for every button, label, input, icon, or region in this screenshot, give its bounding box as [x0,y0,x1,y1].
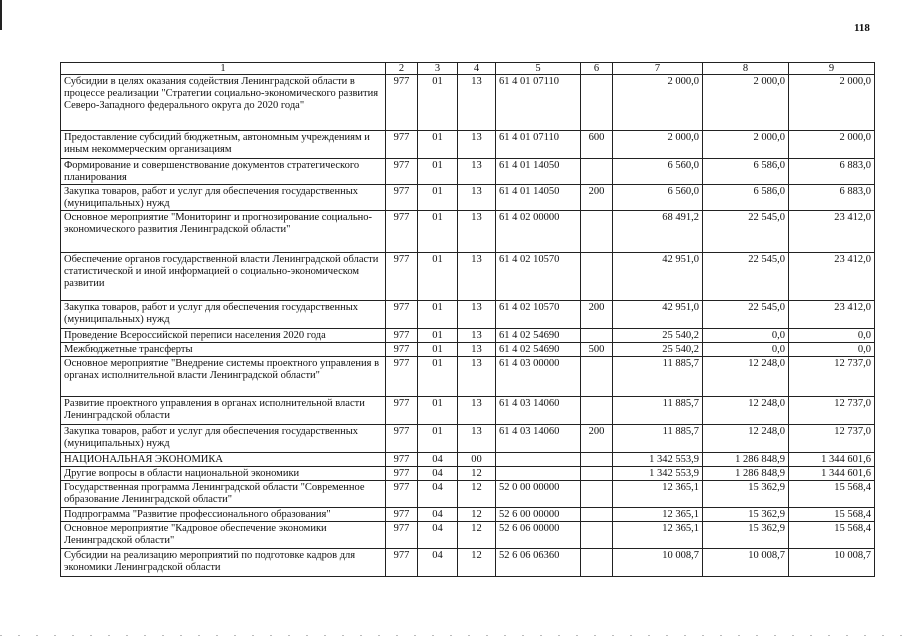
col-header-2: 2 [386,63,418,75]
row-csr-cell: 61 4 02 00000 [496,211,581,253]
row-sum-2020-cell: 11 885,7 [613,397,703,425]
table-row [61,131,875,159]
row-csr-cell: 61 4 01 14050 [496,159,581,185]
row-sum-2022-cell: 23 412,0 [789,301,875,329]
row-sum-2022-cell: 2 000,0 [789,131,875,159]
page-number: 118 [854,22,870,34]
table-row [61,185,875,211]
row-rz-cell: 01 [418,75,458,131]
row-sum-2022-cell: 6 883,0 [789,185,875,211]
row-vr-cell [581,549,613,577]
row-vr-cell: 200 [581,425,613,453]
row-sum-2022-cell: 1 344 601,6 [789,467,875,481]
row-sum-2022-cell: 23 412,0 [789,211,875,253]
table-row [61,301,875,329]
row-sum-2021-cell: 0,0 [703,343,789,357]
table-row [61,549,875,577]
row-ved-cell: 977 [386,425,418,453]
row-sum-2021-cell: 15 362,9 [703,508,789,522]
row-sum-2022-cell: 12 737,0 [789,397,875,425]
row-sum-2022-cell: 0,0 [789,329,875,343]
row-vr-cell: 600 [581,131,613,159]
row-vr-cell [581,467,613,481]
row-vr-cell: 500 [581,343,613,357]
row-sum-2022-cell: 15 568,4 [789,508,875,522]
table-row [61,522,875,549]
row-vr-cell [581,211,613,253]
col-header-9: 9 [789,63,875,75]
row-sum-2020-cell: 1 342 553,9 [613,467,703,481]
row-name-cell: Закупка товаров, работ и услуг для обеспечения государственных (муниципальных) нужд [61,185,386,211]
row-ved-cell: 977 [386,522,418,549]
row-sum-2021-cell: 0,0 [703,329,789,343]
table-row [61,467,875,481]
row-name-cell: Основное мероприятие "Мониторинг и прогнозирование социально-экономического развития Ленинградской области" [61,211,386,253]
table-row [61,425,875,453]
row-vr-cell [581,253,613,301]
col-header-3: 3 [418,63,458,75]
row-name-cell: Развитие проектного управления в органах исполнительной власти Ленинградской области [61,397,386,425]
row-rz-cell: 01 [418,159,458,185]
row-sum-2022-cell: 15 568,4 [789,522,875,549]
row-rz-cell: 04 [418,453,458,467]
row-pr-cell: 13 [458,159,496,185]
row-ved-cell: 977 [386,467,418,481]
row-sum-2022-cell: 15 568,4 [789,481,875,508]
row-pr-cell: 13 [458,425,496,453]
row-sum-2022-cell: 12 737,0 [789,357,875,397]
row-pr-cell: 13 [458,357,496,397]
table-row [61,397,875,425]
row-pr-cell: 12 [458,508,496,522]
row-rz-cell: 01 [418,211,458,253]
row-csr-cell: 61 4 01 14050 [496,185,581,211]
row-name-cell: Субсидии в целях оказания содействия Ленинградской области в процессе реализации "Стратегии социально-экономического развития Северо-Западного федерального округа до 2020 года" [61,75,386,131]
row-sum-2021-cell: 12 248,0 [703,397,789,425]
row-pr-cell: 13 [458,211,496,253]
row-rz-cell: 04 [418,481,458,508]
row-ved-cell: 977 [386,343,418,357]
row-name-cell: Формирование и совершенствование документов стратегического планирования [61,159,386,185]
row-ved-cell: 977 [386,301,418,329]
row-ved-cell: 977 [386,397,418,425]
row-rz-cell: 01 [418,357,458,397]
row-sum-2020-cell: 6 560,0 [613,159,703,185]
row-rz-cell: 04 [418,467,458,481]
col-header-7: 7 [613,63,703,75]
row-csr-cell: 61 4 01 07110 [496,75,581,131]
row-csr-cell: 61 4 02 54690 [496,329,581,343]
row-name-cell: Основное мероприятие "Внедрение системы проектного управления в органах исполнительной власти Ленинградской области" [61,357,386,397]
row-vr-cell [581,75,613,131]
row-sum-2020-cell: 11 885,7 [613,425,703,453]
row-vr-cell [581,397,613,425]
row-pr-cell: 13 [458,329,496,343]
row-pr-cell: 12 [458,481,496,508]
row-vr-cell [581,357,613,397]
row-csr-cell: 52 0 00 00000 [496,481,581,508]
col-header-8: 8 [703,63,789,75]
row-sum-2022-cell: 0,0 [789,343,875,357]
row-pr-cell: 12 [458,549,496,577]
row-rz-cell: 01 [418,131,458,159]
row-ved-cell: 977 [386,211,418,253]
row-sum-2021-cell: 6 586,0 [703,159,789,185]
row-ved-cell: 977 [386,453,418,467]
row-sum-2020-cell: 12 365,1 [613,522,703,549]
row-ved-cell: 977 [386,549,418,577]
row-sum-2020-cell: 2 000,0 [613,75,703,131]
row-rz-cell: 04 [418,549,458,577]
row-vr-cell: 200 [581,301,613,329]
row-rz-cell: 01 [418,343,458,357]
table-row [61,357,875,397]
table-row [61,481,875,508]
col-header-6: 6 [581,63,613,75]
table-row [61,253,875,301]
row-vr-cell [581,508,613,522]
row-csr-cell [496,467,581,481]
row-csr-cell: 61 4 02 10570 [496,253,581,301]
table-row [61,343,875,357]
row-rz-cell: 01 [418,425,458,453]
row-ved-cell: 977 [386,481,418,508]
row-csr-cell: 61 4 02 10570 [496,301,581,329]
row-vr-cell [581,522,613,549]
row-vr-cell: 200 [581,185,613,211]
row-pr-cell: 13 [458,301,496,329]
table-row [61,453,875,467]
col-header-4: 4 [458,63,496,75]
row-sum-2021-cell: 12 248,0 [703,425,789,453]
row-vr-cell [581,453,613,467]
row-sum-2021-cell: 6 586,0 [703,185,789,211]
row-csr-cell: 61 4 03 14060 [496,397,581,425]
col-header-5: 5 [496,63,581,75]
row-sum-2020-cell: 42 951,0 [613,301,703,329]
row-sum-2022-cell: 10 008,7 [789,549,875,577]
row-sum-2020-cell: 25 540,2 [613,343,703,357]
scan-noise [0,635,905,636]
row-vr-cell [581,481,613,508]
table-row [61,159,875,185]
row-csr-cell [496,453,581,467]
row-rz-cell: 01 [418,185,458,211]
row-sum-2022-cell: 2 000,0 [789,75,875,131]
row-sum-2021-cell: 22 545,0 [703,253,789,301]
row-pr-cell: 13 [458,253,496,301]
row-sum-2020-cell: 10 008,7 [613,549,703,577]
row-sum-2021-cell: 22 545,0 [703,211,789,253]
row-name-cell: Проведение Всероссийской переписи населения 2020 года [61,329,386,343]
table-row [61,211,875,253]
row-rz-cell: 01 [418,329,458,343]
row-sum-2020-cell: 25 540,2 [613,329,703,343]
row-ved-cell: 977 [386,253,418,301]
row-sum-2022-cell: 1 344 601,6 [789,453,875,467]
row-sum-2022-cell: 6 883,0 [789,159,875,185]
column-number-row [61,63,875,75]
row-csr-cell: 52 6 06 06360 [496,549,581,577]
row-sum-2021-cell: 1 286 848,9 [703,453,789,467]
row-csr-cell: 52 6 00 00000 [496,508,581,522]
row-pr-cell: 12 [458,467,496,481]
row-csr-cell: 61 4 01 07110 [496,131,581,159]
row-name-cell: Основное мероприятие "Кадровое обеспечение экономики Ленинградской области" [61,522,386,549]
row-pr-cell: 12 [458,522,496,549]
row-sum-2021-cell: 22 545,0 [703,301,789,329]
row-sum-2020-cell: 68 491,2 [613,211,703,253]
row-sum-2020-cell: 12 365,1 [613,481,703,508]
row-name-cell: Субсидии на реализацию мероприятий по подготовке кадров для экономики Ленинградской области [61,549,386,577]
row-rz-cell: 01 [418,301,458,329]
row-ved-cell: 977 [386,75,418,131]
row-name-cell: Подпрограмма "Развитие профессионального образования" [61,508,386,522]
budget-table [60,62,875,577]
row-sum-2022-cell: 23 412,0 [789,253,875,301]
row-name-cell: НАЦИОНАЛЬНАЯ ЭКОНОМИКА [61,453,386,467]
row-name-cell: Закупка товаров, работ и услуг для обеспечения государственных (муниципальных) нужд [61,301,386,329]
row-name-cell: Государственная программа Ленинградской области "Современное образование Ленинградской области" [61,481,386,508]
row-sum-2021-cell: 15 362,9 [703,481,789,508]
row-sum-2020-cell: 6 560,0 [613,185,703,211]
row-sum-2020-cell: 12 365,1 [613,508,703,522]
table-row [61,329,875,343]
row-vr-cell [581,159,613,185]
row-rz-cell: 01 [418,397,458,425]
row-ved-cell: 977 [386,185,418,211]
row-rz-cell: 01 [418,253,458,301]
scan-edge-mark [0,0,2,30]
row-pr-cell: 13 [458,131,496,159]
row-pr-cell: 00 [458,453,496,467]
col-header-1: 1 [61,63,386,75]
row-csr-cell: 61 4 03 00000 [496,357,581,397]
table-row [61,75,875,131]
row-csr-cell: 61 4 02 54690 [496,343,581,357]
row-ved-cell: 977 [386,329,418,343]
row-rz-cell: 04 [418,508,458,522]
row-name-cell: Другие вопросы в области национальной экономики [61,467,386,481]
row-sum-2020-cell: 11 885,7 [613,357,703,397]
row-ved-cell: 977 [386,357,418,397]
row-pr-cell: 13 [458,185,496,211]
row-csr-cell: 61 4 03 14060 [496,425,581,453]
row-rz-cell: 04 [418,522,458,549]
row-pr-cell: 13 [458,343,496,357]
row-sum-2021-cell: 15 362,9 [703,522,789,549]
row-sum-2021-cell: 2 000,0 [703,131,789,159]
row-sum-2021-cell: 10 008,7 [703,549,789,577]
table-row [61,508,875,522]
row-ved-cell: 977 [386,508,418,522]
row-sum-2020-cell: 1 342 553,9 [613,453,703,467]
row-sum-2021-cell: 12 248,0 [703,357,789,397]
row-ved-cell: 977 [386,159,418,185]
row-sum-2020-cell: 42 951,0 [613,253,703,301]
row-name-cell: Обеспечение органов государственной власти Ленинградской области статистической и иной информацией о социально-экономическом развитии [61,253,386,301]
row-csr-cell: 52 6 06 00000 [496,522,581,549]
row-pr-cell: 13 [458,75,496,131]
row-sum-2021-cell: 2 000,0 [703,75,789,131]
row-sum-2021-cell: 1 286 848,9 [703,467,789,481]
row-sum-2022-cell: 12 737,0 [789,425,875,453]
row-ved-cell: 977 [386,131,418,159]
row-name-cell: Предоставление субсидий бюджетным, автономным учреждениям и иным некоммерческим организациям [61,131,386,159]
row-pr-cell: 13 [458,397,496,425]
row-name-cell: Межбюджетные трансферты [61,343,386,357]
row-vr-cell [581,329,613,343]
row-sum-2020-cell: 2 000,0 [613,131,703,159]
row-name-cell: Закупка товаров, работ и услуг для обеспечения государственных (муниципальных) нужд [61,425,386,453]
